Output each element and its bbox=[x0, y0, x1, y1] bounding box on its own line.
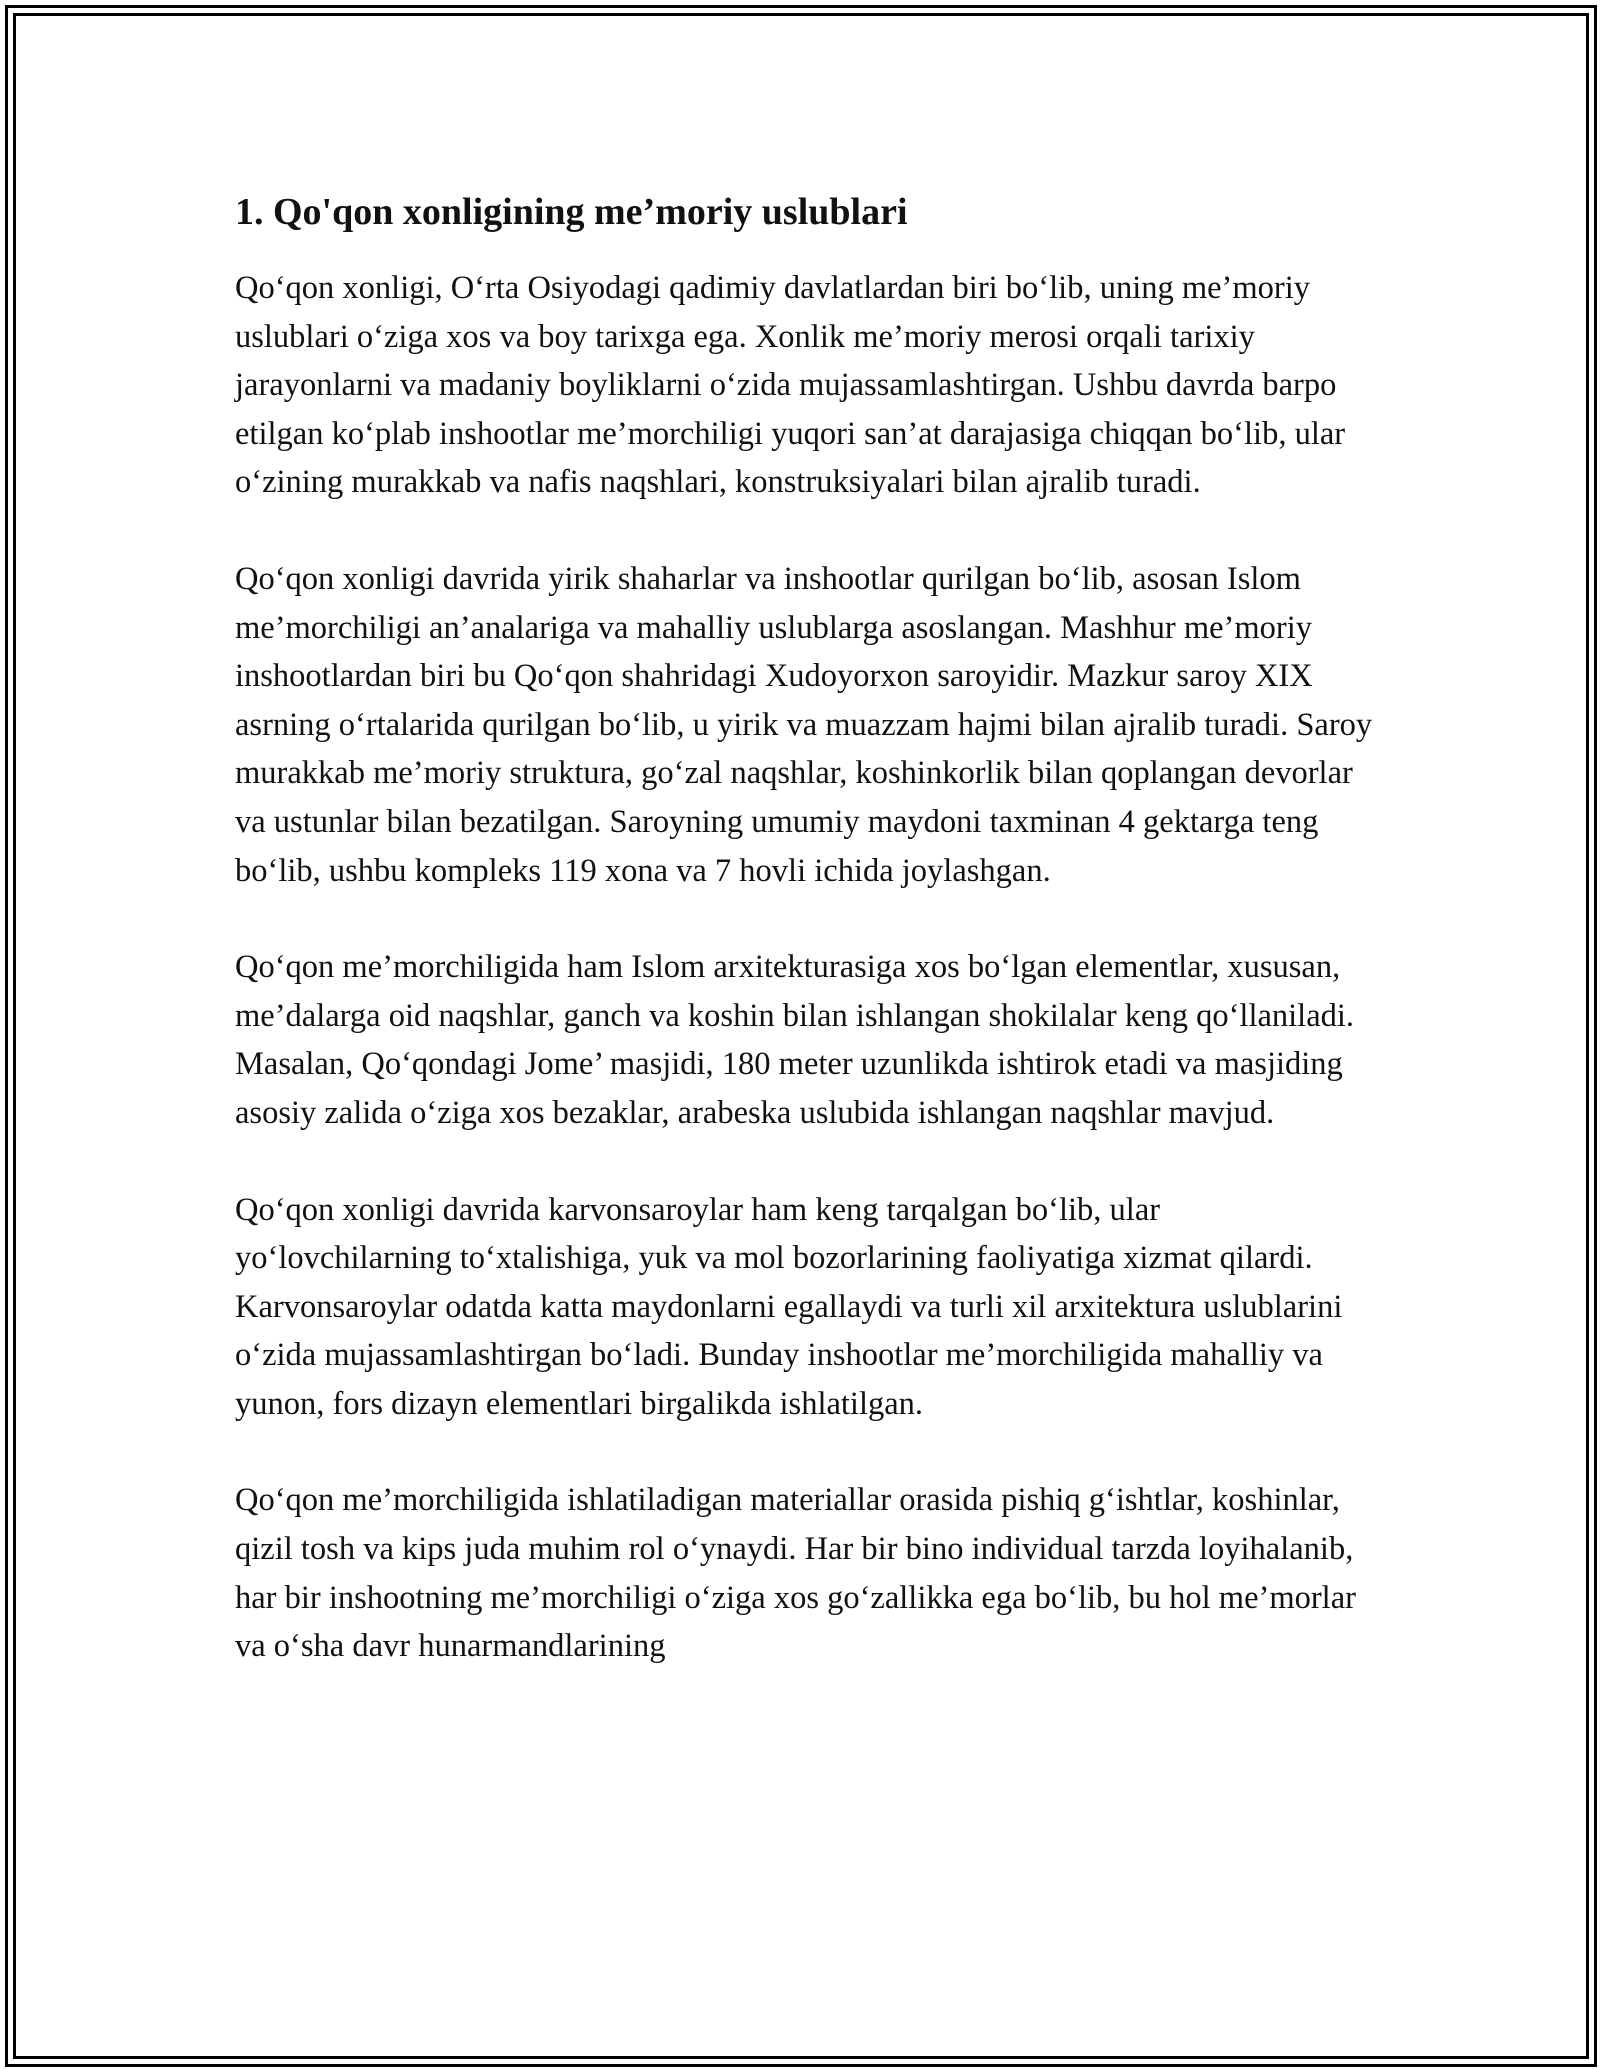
paragraph-2: Qo‘qon xonligi davrida yirik shaharlar va inshootlar qurilgan bo‘lib, asosan Islom me’morchiligi an’analariga va mahalliy uslublarga asoslangan. Mashhur me’moriy inshootlardan biri bu Qo‘qon shahridagi Xudoyorxon saroyidir. Mazkur saroy XIX asrning o‘rtalarida qurilgan bo‘lib, u yirik va muazzam hajmi bilan ajralib turadi. Saroy murakkab me’moriy struktura, go‘zal naqshlar, koshinkorlik bilan qoplangan devorlar va ustunlar bilan bezatilgan. Saroyning umumiy maydoni taxminan 4 gektarga teng bo‘lib, ushbu kompleks 119 xona va 7 hovli ichida joylashgan. bbox=[235, 560, 1373, 889]
paragraph-3: Qo‘qon me’morchiligida ham Islom arxitekturasiga xos bo‘lgan elementlar, xususan, me’dalarga oid naqshlar, ganch va koshin bilan ishlangan shokilalar keng qo‘llaniladi. Masalan, Qo‘qondagi Jome’ masjidi, 180 meter uzunlikda ishtirok etadi va masjiding asosiy zalida o‘ziga xos bezaklar, arabeska uslubida ishlangan naqshlar mavjud. bbox=[235, 949, 1355, 1131]
document-body bbox=[235, 188, 1375, 1719]
paragraph-5: Qo‘qon me’morchiligida ishlatiladigan materiallar orasida pishiq g‘ishtlar, koshinlar, qizil tosh va kips juda muhim rol o‘ynaydi. Har bir bino individual tarzda loyihalanib, har bir inshootning me’morchiligi o‘ziga xos go‘zallikka ega bo‘lib, bu hol me’morlar va o‘sha davr hunarmandlarining bbox=[235, 1482, 1356, 1665]
paragraph-4: Qo‘qon xonligi davrida karvonsaroylar ham keng tarqalgan bo‘lib, ular yo‘lovchilarning to‘xtalishiga, yuk va mol bozorlarining faoliyatiga xizmat qilardi. Karvonsaroylar odatda katta maydonlarni egallaydi va turli xil arxitektura uslublarini o‘zida mujassamlashtirgan bo‘ladi. Bunday inshootlar me’morchiligida mahalliy va yunon, fors dizayn elementlari birgalikda ishlatilgan. bbox=[235, 1191, 1343, 1422]
paragraph-1: Qo‘qon xonligi, O‘rta Osiyodagi qadimiy davlatlardan biri bo‘lib, uning me’moriy uslublari o‘ziga xos va boy tarixga ega. Xonlik me’moriy merosi orqali tarixiy jarayonlarni va madaniy boyliklarni o‘zida mujassamlashtirgan. Ushbu davrda barpo etilgan ko‘plab inshootlar me’morchiligi yuqori san’at darajasiga chiqqan bo‘lib, ular o‘zining murakkab va nafis naqshlari, konstruksiyalari bilan ajralib turadi. bbox=[235, 270, 1346, 501]
section-heading: 1. Qo'qon xonligining me’moriy uslublari bbox=[235, 191, 908, 233]
